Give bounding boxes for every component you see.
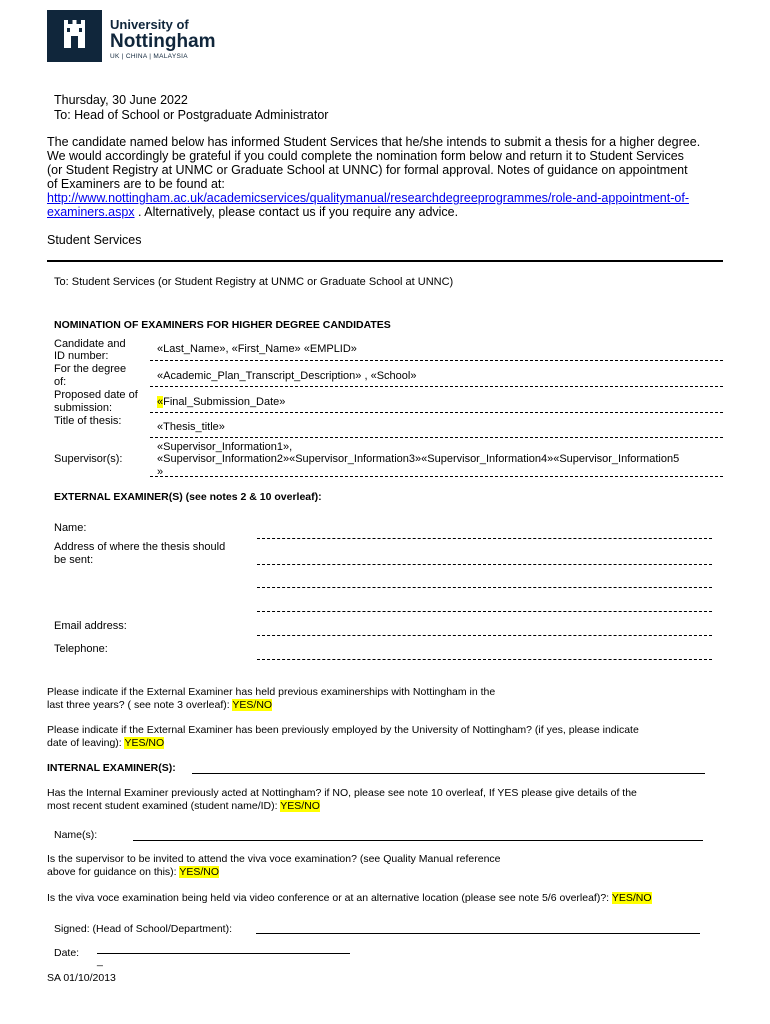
letter-body-line-1: The candidate named below has informed Student Services that he/she intends to submit a thesis for a higher degree. [47,135,701,149]
thesis-title-value: «Thesis_title» [157,421,225,433]
telephone-label: Telephone: [54,643,108,655]
guidance-link-cont[interactable]: examiners.aspx [47,205,135,219]
question-3-text: most recent student examined (student name/ID): [47,800,281,812]
supervisor-label: Supervisor(s): [54,453,123,465]
submission-value-text: Final_Submission_Date» [163,396,286,408]
external-examiner-heading: EXTERNAL EXAMINER(S) (see notes 2 & 10 overleaf): [54,491,322,503]
letter-body-line-3: (or Student Registry at UNMC or Graduate School at UNNC) for formal approval. Notes of guidance on appointment [47,163,688,177]
candidate-value: «Last_Name», «First_Name» «EMPLID» [157,343,357,355]
question-5 [47,892,652,905]
external-name-field[interactable] [257,538,712,539]
candidate-label-2: ID number: [54,350,109,362]
supervisor-value-3: » [157,466,164,478]
question-2-line-1: Please indicate if the External Examiner has been previously employed by the University of Nottingham? (if yes, please indicate [47,724,639,736]
degree-label-2: of: [54,376,67,388]
logo-line-2: Nottingham [110,31,216,52]
degree-value: «Academic_Plan_Transcript_Description» , «School» [157,370,417,382]
thesis-title-label: Title of thesis: [54,415,122,427]
question-1-line-2 [47,699,272,712]
signed-label: Signed: (Head of School/Department): [54,923,233,935]
address-field-line-2[interactable] [257,587,712,588]
address-field-line-1[interactable] [257,564,712,565]
thesis-field-line [150,437,723,438]
submission-label-1: Proposed date of [54,389,138,401]
question-2-line-2 [47,737,164,750]
yes-no-answer-2[interactable]: YES/NO [124,737,165,749]
yes-no-answer-3[interactable]: YES/NO [280,800,320,812]
email-label: Email address: [54,620,127,632]
candidate-field-line [150,360,723,361]
guidance-link[interactable]: http://www.nottingham.ac.uk/academicservices/qualitymanual/researchdegreeprogrammes/role-and-appointment-of- [47,191,689,205]
letter-body-line-4: of Examiners are to be found at: [47,177,225,191]
section-divider [47,260,723,262]
logo-line-1: University of [110,17,189,32]
yes-no-answer-4[interactable]: YES/NO [179,866,219,878]
university-logo-crest [47,10,102,62]
letter-body-line-2: We would accordingly be grateful if you could complete the nomination form below and return it to Student Services [47,149,684,163]
yes-no-answer-1[interactable]: YES/NO [232,699,273,711]
date-label: Date: [54,947,80,959]
letter-advice-text: . Alternatively, please contact us if you require any advice. [134,205,459,219]
form-to-line: To: Student Services (or Student Registry at UNMC or Graduate School at UNNC) [54,276,454,288]
form-heading: NOMINATION OF EXAMINERS FOR HIGHER DEGREE CANDIDATES [54,319,391,331]
degree-label-1: For the degree [54,363,127,375]
names-field[interactable] [133,840,703,841]
internal-examiner-field[interactable] [192,773,705,774]
email-field[interactable] [257,635,712,636]
date-field-tail: _ [97,955,103,967]
question-3-line-1: Has the Internal Examiner previously acted at Nottingham? if NO, please see note 10 overleaf, If YES please give details of the [47,787,637,799]
name-label: Name: [54,522,87,534]
question-1-line-1: Please indicate if the External Examiner has held previous examinerships with Nottingham in the [47,686,496,698]
question-4-line-1: Is the supervisor to be invited to attend the viva voce examination? (see Quality Manual reference [47,853,501,865]
supervisor-value-1: «Supervisor_Information1», [157,441,293,453]
names-label: Name(s): [54,829,98,841]
telephone-field[interactable] [257,659,712,660]
candidate-label-1: Candidate and [54,338,126,350]
supervisor-field-line [150,476,723,477]
footer-code: SA 01/10/2013 [47,972,116,984]
letter-recipient: To: Head of School or Postgraduate Administrator [54,108,329,122]
yes-no-answer-5[interactable]: YES/NO [611,892,652,904]
question-1-text: last three years? ( see note 3 overleaf): [47,699,233,711]
letter-signoff: Student Services [47,233,142,247]
submission-value [157,396,285,409]
address-label-2: be sent: [54,554,94,566]
question-3-line-2 [47,800,320,813]
question-4-text: above for guidance on this): [47,866,180,878]
letter-date: Thursday, 30 June 2022 [54,93,188,107]
castle-icon [47,10,102,62]
question-2-text: date of leaving): [47,737,125,749]
guidance-link-line-2 [47,205,458,219]
supervisor-value-2: «Supervisor_Information2»«Supervisor_Information3»«Supervisor_Information4»«Supervisor_Information5 [157,453,680,465]
university-logo-text [110,18,216,62]
signature-field[interactable] [256,933,700,934]
logo-line-3: UK | CHINA | MALAYSIA [110,53,188,60]
internal-examiner-heading: INTERNAL EXAMINER(S): [47,762,176,774]
question-4-line-2 [47,866,219,879]
submission-label-2: submission: [54,402,113,414]
address-label-1: Address of where the thesis should [54,541,226,553]
degree-field-line [150,386,723,387]
address-field-line-3[interactable] [257,611,712,612]
question-5-text: Is the viva voce examination being held via video conference or at an alternative location (please see note 5/6 overleaf)?: [47,892,612,904]
guidance-link-line-1[interactable] [47,191,689,205]
submission-field-line [150,412,723,413]
date-field[interactable] [97,953,350,954]
submission-value-prefix: « [157,396,164,408]
